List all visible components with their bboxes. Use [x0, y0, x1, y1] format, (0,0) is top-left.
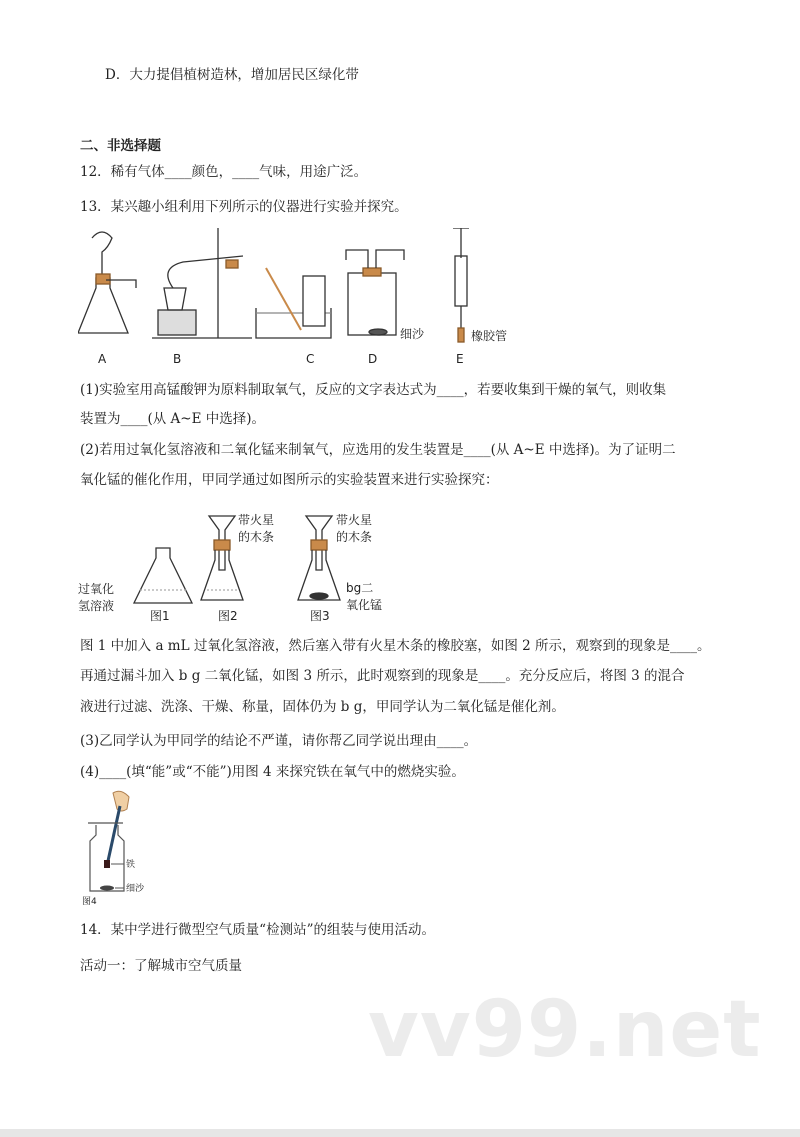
q13-part3: (3)乙同学认为甲同学的结论不严谨，请你帮乙同学说出理由____。: [80, 733, 478, 749]
apparatus-e: [453, 228, 469, 342]
label-splint-2b: 的木条: [336, 530, 373, 544]
paragraph-1: 图 1 中加入 a mL 过氧化氢溶液，然后塞入带有火星木条的橡胶塞，如图 2 所示，观察到的现象是____。: [80, 638, 711, 654]
apparatus-a: [78, 232, 136, 333]
label-fig4: 图4: [82, 897, 97, 906]
label-splint-2a: 带火星: [336, 513, 373, 527]
apparatus-figure: [78, 228, 528, 368]
apparatus-b: [152, 228, 252, 338]
label-b: B: [173, 352, 182, 366]
label-sand: 细沙: [126, 884, 145, 894]
section-title: 二、非选择题: [80, 138, 161, 154]
page-bottom-edge: [0, 1129, 800, 1137]
question-12: 12．稀有气体____颜色，____气味，用途广泛。: [80, 164, 368, 180]
apparatus-c: [256, 268, 331, 338]
q13-part2-line1: (2)若用过氧化氢溶液和二氧化锰来制氧气，应选用的发生装置是____(从 A~E 中选择)。为了证明二: [80, 442, 676, 458]
label-d: D: [368, 352, 378, 366]
paragraph-3: 液进行过滤、洗涤、干燥、称量，固体仍为 b g，甲同学认为二氧化锰是催化剂。: [80, 699, 565, 715]
label-sand: 细沙: [400, 327, 425, 341]
label-fig3: 图3: [310, 609, 330, 623]
figure-4: [78, 788, 188, 906]
label-rubber-tube: 橡胶管: [471, 329, 508, 343]
label-fig2: 图2: [218, 609, 238, 623]
catalyst-figure: [78, 508, 408, 628]
q13-part1-line2: 装置为____(从 A~E 中选择)。: [80, 411, 266, 427]
label-c: C: [306, 352, 315, 366]
apparatus-d: [346, 250, 404, 335]
activity-1: 活动一：了解城市空气质量: [80, 958, 242, 974]
label-splint-1b: 的木条: [238, 530, 275, 544]
label-fig1: 图1: [150, 609, 170, 623]
label-mno2-2: 氧化锰: [346, 598, 383, 612]
label-iron: 铁: [126, 860, 136, 870]
label-e: E: [456, 352, 464, 366]
paragraph-2: 再通过漏斗加入 b g 二氧化锰，如图 3 所示，此时观察到的现象是____。充分反应后，将图 3 的混合: [80, 668, 685, 684]
watermark: vv99.net: [368, 985, 762, 1075]
q13-part1-line1: (1)实验室用高锰酸钾为原料制取氧气，反应的文字表达式为____，若要收集到干燥的氧气，则收集: [80, 382, 667, 398]
question-14: 14．某中学进行微型空气质量“检测站”的组装与使用活动。: [80, 922, 435, 938]
label-a: A: [98, 352, 107, 366]
question-13: 13．某兴趣小组利用下列所示的仪器进行实验并探究。: [80, 199, 408, 215]
label-h2o2-2: 氢溶液: [78, 599, 115, 613]
option-d: D．大力提倡植树造林，增加居民区绿化带: [105, 67, 359, 83]
q13-part2-line2: 氧化锰的催化作用，甲同学通过如图所示的实验装置来进行实验探究：: [80, 472, 499, 488]
label-splint-1a: 带火星: [238, 513, 275, 527]
label-h2o2-1: 过氧化: [78, 582, 115, 596]
label-mno2-1: bg二: [346, 581, 374, 595]
q13-part4: (4)____(填“能”或“不能”)用图 4 来探究铁在氧气中的燃烧实验。: [80, 764, 465, 780]
